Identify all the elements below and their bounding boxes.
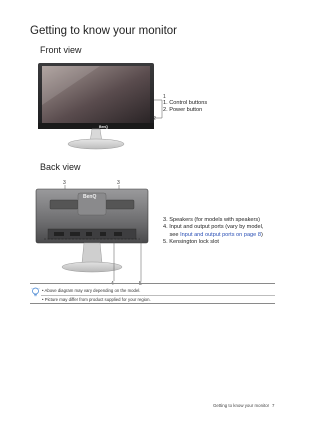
front-logo: BenQ xyxy=(99,125,109,129)
back-stand-base xyxy=(62,262,122,272)
back-list xyxy=(163,217,263,247)
front-list-item: 2. Power button xyxy=(163,107,203,114)
back-stand-neck xyxy=(82,243,102,263)
front-stand-base xyxy=(68,139,124,149)
back-logo: BenQ xyxy=(83,194,97,200)
note-line: • Above diagram may vary depending on the model. xyxy=(42,288,141,293)
footer-section: Getting to know your monitor xyxy=(213,403,270,408)
back-list-item: 3. Speakers (for models with speakers) xyxy=(163,217,261,223)
front-list xyxy=(163,100,207,115)
notes-top-rule xyxy=(30,283,275,284)
notes-bottom-rule xyxy=(30,303,275,304)
notes-divider xyxy=(41,295,275,296)
back-view-heading: Back view xyxy=(40,162,81,172)
note-line: • Picture may differ from product supplied for your region. xyxy=(42,297,151,302)
back-list-item: 4. Input and output ports (vary by model, xyxy=(163,224,264,231)
back-callout-4: 4 xyxy=(111,281,114,287)
front-monitor-illustration xyxy=(30,60,170,160)
lightbulb-icon xyxy=(31,287,40,298)
back-callout-5: 5 xyxy=(139,281,142,287)
back-list-item: 5. Kensington lock slot xyxy=(163,239,219,246)
front-callout-2: 2 xyxy=(153,116,156,122)
front-list-item: 1. Control buttons xyxy=(163,100,208,106)
back-list-item: see Input and output ports on page 8) xyxy=(169,231,263,238)
left-speaker-grille xyxy=(50,200,78,209)
back-monitor-illustration xyxy=(30,185,155,285)
ports-page-link[interactable]: Input and output ports on page 8 xyxy=(180,231,261,238)
right-speaker-grille xyxy=(106,200,134,209)
front-view-heading: Front view xyxy=(40,45,82,55)
back-callout-3b: 3 xyxy=(117,180,120,186)
front-callout-1: 1 xyxy=(163,94,166,100)
page-number: 7 xyxy=(272,403,275,408)
page-title: Getting to know your monitor xyxy=(30,25,178,37)
back-callout-3a: 3 xyxy=(63,180,66,186)
